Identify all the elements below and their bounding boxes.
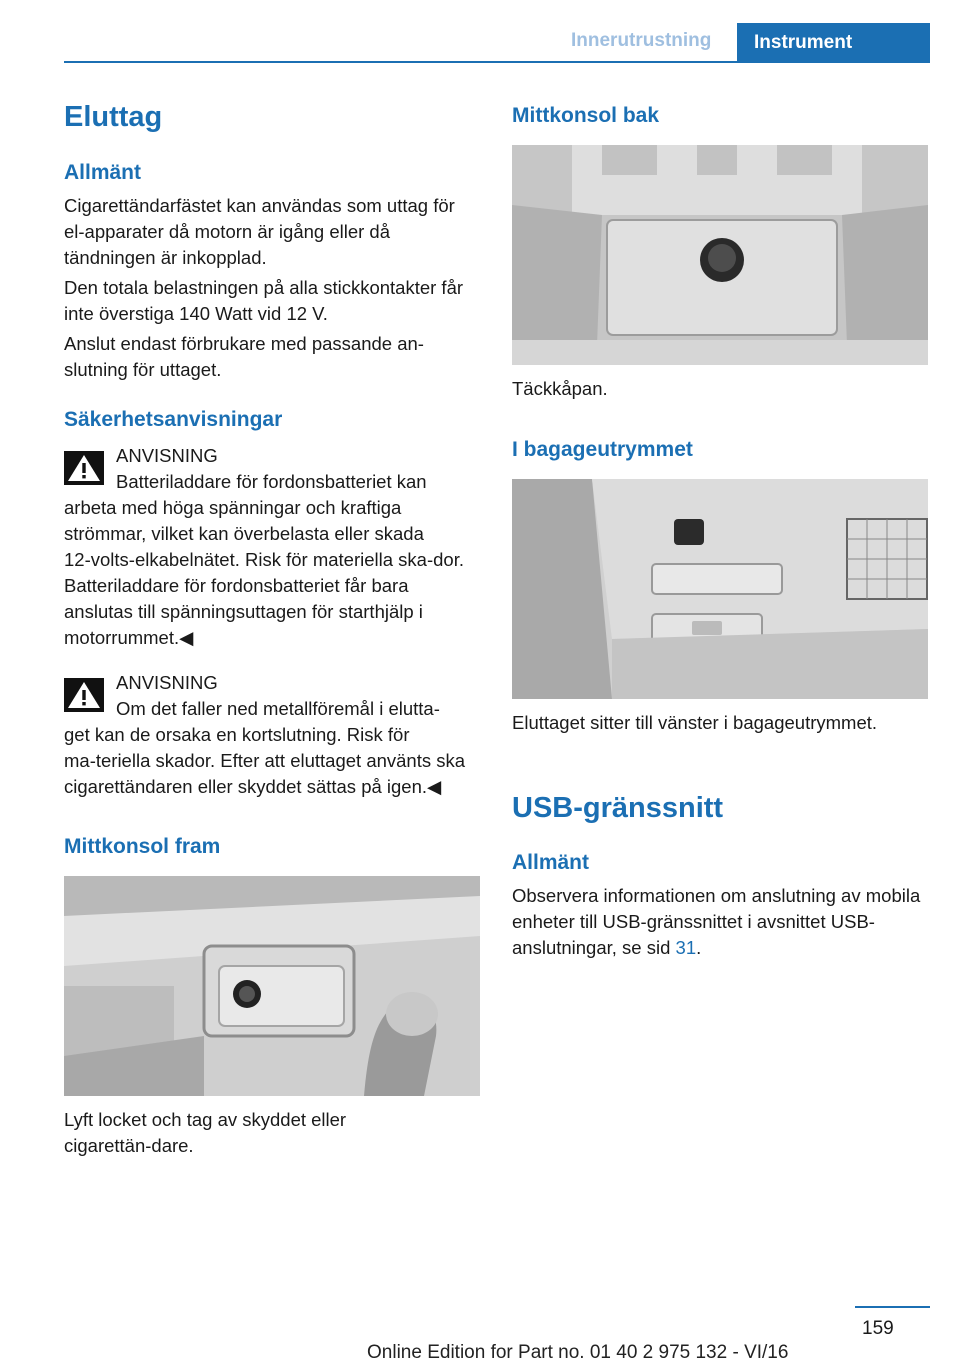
caption-trunk: Eluttaget sitter till vänster i bagageutrymmet. [512,712,878,733]
heading-front-console: Mittkonsol fram [64,835,221,858]
paragraph-general-3: Anslut endast förbrukare med passande an-slutning för uttaget. [64,333,424,380]
warning-label: ANVISNING [116,445,218,466]
footer-edition: Online Edition for Part no. 01 40 2 975 132 - VI/16 [367,1342,789,1363]
caption-rear-console: Täckkåpan. [512,378,608,399]
paragraph-general-2: Den totala belastningen på alla stickkontakter får inte överstiga 140 Watt vid 12 V. [64,277,464,324]
warning-text-rest: get kan de orsaka en kortslutning. Risk för ma‑teriella skador. Efter att eluttaget använts ska cigarettändaren eller skyddet sättas på igen.◀ [64,724,466,797]
paragraph-general-1: Cigarettändarfästet kan användas som uttag för el-apparater då motorn är igång eller då tändningen är inkopplad. [64,195,455,268]
warning-label: ANVISNING [116,672,218,693]
section-title-usb: USB-gränssnitt [512,792,724,824]
trunk-photo [512,479,928,699]
heading-rear-console: Mittkonsol bak [512,104,660,127]
heading-safety: Säkerhetsanvisningar [64,408,283,431]
front-console-photo [64,876,480,1096]
warning-notice-2 [64,670,480,800]
warning-text-first: Batteriladdare för fordonsbatteriet kan [116,471,427,492]
warning-text-rest: arbeta med höga spänningar och kraftiga strömmar, vilket kan överbelasta eller skada 12‑volts‑elkabelnätet. Risk för materiella ska‑dor. Batteriladdare för fordonsbatteriet får bara anslutas till spänningsuttagen för starthjälp i motorrummet.◀ [64,497,464,648]
rear-console-photo [512,145,928,365]
warning-text-first: Om det faller ned metallföremål i elutta‑ [116,698,440,719]
footer-rule [855,1306,930,1308]
page-link-31[interactable]: 31 [675,937,697,958]
page-number: 159 [862,1318,894,1339]
warning-notice-1 [64,443,480,651]
header-rule [64,61,930,63]
section-title-eluttag: Eluttag [64,101,163,133]
caption-front-console: Lyft locket och tag av skyddet eller cigarettän‑dare. [64,1109,347,1156]
heading-usb-general: Allmänt [512,851,590,874]
usb-text: Observera informationen om anslutning av mobila enheter till USB-gränssnittet i avsnittet USB-anslutningar, se sid [512,885,921,958]
paragraph-usb [512,883,928,961]
usb-tail: . [696,937,702,958]
heading-trunk: I bagageutrymmet [512,438,693,461]
heading-general: Allmänt [64,161,142,184]
header-tab: Instrument [737,23,930,63]
header-section: Innerutrustning [571,30,712,51]
